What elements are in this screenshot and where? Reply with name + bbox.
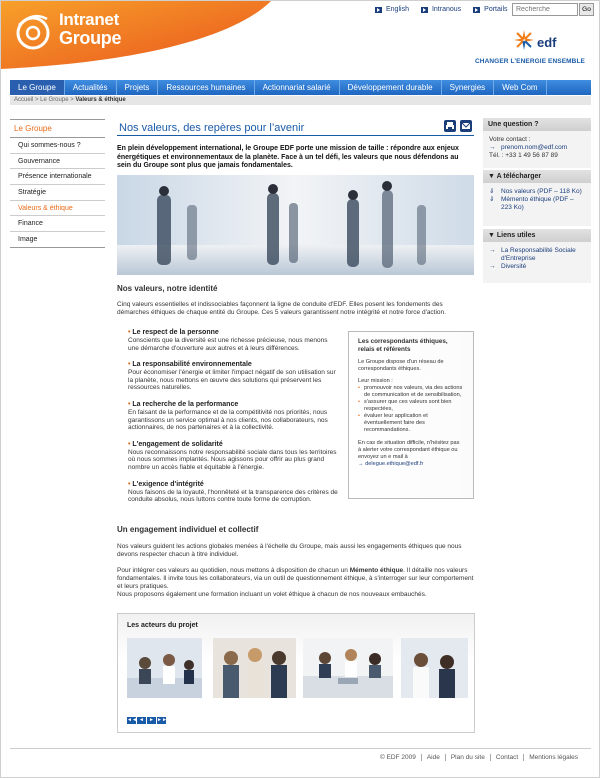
breadcrumb-current: Valeurs & éthique	[75, 97, 126, 103]
value-item	[128, 329, 338, 352]
identity-text: Cinq valeurs essentielles et indissociables façonnent la ligne de conduite d'EDF. Elles posent les fondements des démarches éthiques de chaque entité du Groupe. Ces 5 valeurs garantissent notre intégrité et notre force d'action.	[117, 301, 446, 316]
top-links	[375, 6, 508, 13]
engagement-text-2c: . Il détaille nos valeurs fondamentales. Il invite tous les collaborateurs, via un outil de questionnement éthique, à s'interroger sur leur comportement et leurs pratiques.	[117, 567, 474, 590]
edf-tagline: CHANGER L'ENERGIE ENSEMBLE	[475, 58, 585, 65]
nav-le-groupe[interactable]: Le Groupe	[10, 80, 65, 95]
triangle-down-icon: ▼	[488, 173, 497, 180]
engagement-heading: Un engagement individuel et collectif	[117, 525, 259, 534]
nav-web-com[interactable]: Web Com	[494, 80, 546, 95]
arrow-icon: →	[489, 247, 496, 254]
contact-phone: Tél. : +33 1 49 56 87 89	[489, 152, 558, 159]
identity-heading: Nos valeurs, notre identité	[117, 284, 218, 293]
value-title: L'engagement de solidarité	[132, 440, 223, 448]
engagement-text-2	[117, 567, 474, 590]
footer-plan-du-site[interactable]: Plan du site	[445, 754, 490, 761]
toplink-label: English	[386, 6, 409, 13]
leftnav-item-strategie[interactable]: Stratégie	[10, 185, 105, 201]
search-form	[512, 3, 594, 16]
value-title: La recherche de la performance	[132, 400, 239, 408]
actor-photo-4[interactable]	[401, 638, 468, 698]
bullet-icon: •	[128, 329, 133, 336]
toplink-label: Intranous	[431, 6, 462, 13]
mission-item: • évaluer leur application et éventuellement faire des recommandations.	[358, 413, 464, 434]
correspondants-intro: Le Groupe dispose d'un réseau de correspondants éthiques.	[358, 359, 444, 372]
contact-email-link[interactable]	[489, 144, 585, 152]
footer	[10, 748, 591, 762]
download-icon: ⇓	[489, 188, 495, 195]
value-item	[128, 361, 338, 392]
actors-title: Les acteurs du projet	[127, 622, 198, 629]
breadcrumb	[10, 96, 591, 105]
title-line-1: Intranet	[59, 10, 119, 29]
print-icon[interactable]	[444, 120, 456, 132]
arrow-icon: →	[489, 144, 496, 151]
bullet-icon: •	[128, 361, 133, 369]
actors-carousel	[117, 613, 475, 733]
toplink-portails[interactable]	[473, 6, 507, 13]
triangle-down-icon: ▼	[488, 232, 497, 239]
title-line-2: Groupe	[59, 28, 122, 48]
last-button[interactable]: ►►	[157, 717, 167, 723]
value-text: En faisant de la performance et de la compétitivité nos priorités, nous garantissons un service optimal à nos clients, nos collaborateurs, nos actionnaires, de nos partenaires et à la collectivité.	[128, 408, 328, 432]
download-memento[interactable]	[489, 196, 585, 212]
mission-item: • s'assurer que ces valeurs sont bien respectées,	[358, 399, 464, 413]
arrow-icon: →	[489, 263, 496, 270]
actor-photo-2[interactable]	[213, 638, 296, 698]
toplink-english[interactable]	[375, 6, 409, 13]
leftnav-item-gouvernance[interactable]: Gouvernance	[10, 154, 105, 170]
download-nos-valeurs[interactable]	[489, 188, 585, 196]
toplink-label: Portails	[484, 6, 508, 13]
correspondants-box	[348, 331, 474, 499]
links-title	[483, 229, 591, 242]
value-text: Pour économiser l'énergie et limiter l'impact négatif de son utilisation sur la planète, nous mettons en œuvre des solutions qui préservent les ressources naturelles.	[128, 369, 336, 392]
links-title-label: Liens utiles	[496, 232, 536, 239]
download-title-label: A télécharger	[496, 173, 542, 180]
left-nav	[10, 119, 105, 248]
nav-ressources-humaines[interactable]: Ressources humaines	[158, 80, 254, 95]
link-label: La Responsabilité Sociale d'Entreprise	[501, 247, 576, 262]
value-title: Le respect de la personne	[132, 329, 219, 336]
search-input[interactable]	[512, 3, 578, 16]
arrow-icon	[473, 7, 480, 13]
nav-projets[interactable]: Projets	[117, 80, 159, 95]
nav-synergies[interactable]: Synergies	[442, 80, 495, 95]
email-icon[interactable]	[460, 120, 472, 132]
engagement-text-2a: Pour intégrer ces valeurs au quotidien, nous mettons à disposition de chacun un	[117, 567, 350, 574]
footer-copyright: © EDF 2009	[379, 754, 416, 761]
bullet-icon: •	[128, 400, 133, 408]
arrow-icon: →	[358, 461, 366, 467]
link-label: Diversité	[501, 263, 527, 270]
value-text: Conscients que la diversité est une richesse précieuse, nous menons une démarche d'ouverture aux autres et à leurs différences.	[128, 337, 328, 352]
download-box	[483, 170, 591, 226]
value-title: La responsabilité environnementale	[132, 361, 252, 369]
engagement-text-1: Nos valeurs guident les actions globales menées à l'échelle du Groupe, mais aussi les engagements éthiques que nous devons respecter chacun à titre individuel.	[117, 543, 462, 558]
nav-actionnariat-salarie[interactable]: Actionnariat salarié	[255, 80, 340, 95]
first-button[interactable]: ◄◄	[127, 717, 137, 723]
question-box	[483, 118, 591, 168]
links-box	[483, 229, 591, 283]
value-text: Nous reconnaissons notre responsabilité sociale dans tous les territoires où nous sommes implantés. Nous agissons pour offrir au plus grand nombre un accès fiable et équitable à l'énergie.	[128, 448, 337, 471]
correspondants-alert: En cas de situation difficile, n'hésitez pas à alerter votre correspondant éthique ou envoyez un e mail à	[358, 440, 460, 460]
arrow-icon	[421, 7, 428, 13]
link-diversite[interactable]	[489, 263, 585, 271]
mission-item: • promouvoir nos valeurs, via des actions de communication et de sensibilisation,	[358, 385, 464, 399]
ethics-email: delegue.ethique@edf.fr	[365, 461, 424, 467]
value-item	[128, 481, 338, 504]
hero-image	[117, 175, 474, 275]
leftnav-head[interactable]: Le Groupe	[10, 119, 105, 138]
leftnav-item-qui-sommes-nous[interactable]: Qui sommes-nous ?	[10, 138, 105, 154]
toplink-intranous[interactable]	[421, 6, 461, 13]
bullet-icon: •	[128, 480, 133, 488]
download-label: Nos valeurs (PDF – 118 Ko)	[501, 188, 582, 195]
breadcrumb-path[interactable]: Accueil > Le Groupe >	[14, 97, 76, 103]
intranet-groupe-title	[59, 11, 121, 47]
bullet-icon: •	[128, 440, 133, 448]
page-title-row	[117, 120, 474, 136]
download-title	[483, 170, 591, 183]
page-title: Nos valeurs, des repères pour l’avenir	[119, 122, 305, 134]
mission-label: Leur mission :	[358, 378, 393, 384]
download-label: Mémento éthique (PDF – 223 Ko)	[501, 196, 574, 211]
footer-mentions-legales[interactable]: Mentions légales	[523, 754, 583, 761]
question-title: Une question ?	[483, 118, 591, 131]
footer-contact[interactable]: Contact	[490, 754, 523, 761]
memento-link[interactable]: Mémento éthique	[349, 567, 404, 574]
arrow-icon	[375, 7, 382, 13]
correspondants-title: Les correspondants éthiques, relais et référents	[358, 338, 448, 353]
edf-wordmark: edf	[537, 35, 557, 50]
leftnav-item-image[interactable]: Image	[10, 232, 105, 248]
contact-email: prenom.nom@edf.com	[501, 144, 568, 151]
leftnav-item-valeurs[interactable]: Valeurs & éthique	[10, 201, 105, 217]
header	[1, 1, 599, 79]
download-icon: ⇓	[489, 196, 495, 203]
value-title: L'exigence d'intégrité	[132, 480, 204, 488]
value-text: Nous faisons de la loyauté, l'honnêteté et la transparence des critères de conduite absolus, nous luttons contre toute forme de corruption.	[128, 488, 338, 504]
value-item	[128, 401, 338, 432]
nav-developpement-durable[interactable]: Développement durable	[340, 80, 442, 95]
carousel-controls	[127, 717, 166, 724]
value-item	[128, 441, 338, 472]
intro-text: En plein développement international, le Groupe EDF porte une mission de taille : répondre aux enjeux énergétiques et environnementaux de la planète. Face à un tel défi, les valeurs que nous défendons au sein du Groupe sont plus que jamais fondamentales.	[117, 145, 459, 169]
actor-photo-1[interactable]	[127, 638, 202, 698]
search-go-button[interactable]: Go	[579, 3, 594, 16]
link-rse[interactable]	[489, 247, 585, 263]
intranet-logo-banner[interactable]	[1, 1, 271, 69]
values-list	[128, 329, 338, 513]
actor-photo-3[interactable]	[303, 638, 393, 698]
prev-button[interactable]: ◄	[137, 717, 146, 724]
engagement-text-3: Nous proposons également une formation incluant un volet éthique à chacun de nos nouveaux embauchés.	[117, 591, 427, 598]
leftnav-item-presence[interactable]: Présence internationale	[10, 169, 105, 185]
leftnav-item-finance[interactable]: Finance	[10, 216, 105, 232]
next-button[interactable]: ►	[147, 717, 156, 724]
footer-aide[interactable]: Aide	[421, 754, 445, 761]
nav-actualites[interactable]: Actualités	[65, 80, 117, 95]
ethics-email-link[interactable]	[358, 461, 464, 468]
edf-flower-icon[interactable]	[513, 29, 535, 51]
main-nav	[10, 80, 591, 95]
contact-label: Votre contact :	[489, 136, 531, 143]
